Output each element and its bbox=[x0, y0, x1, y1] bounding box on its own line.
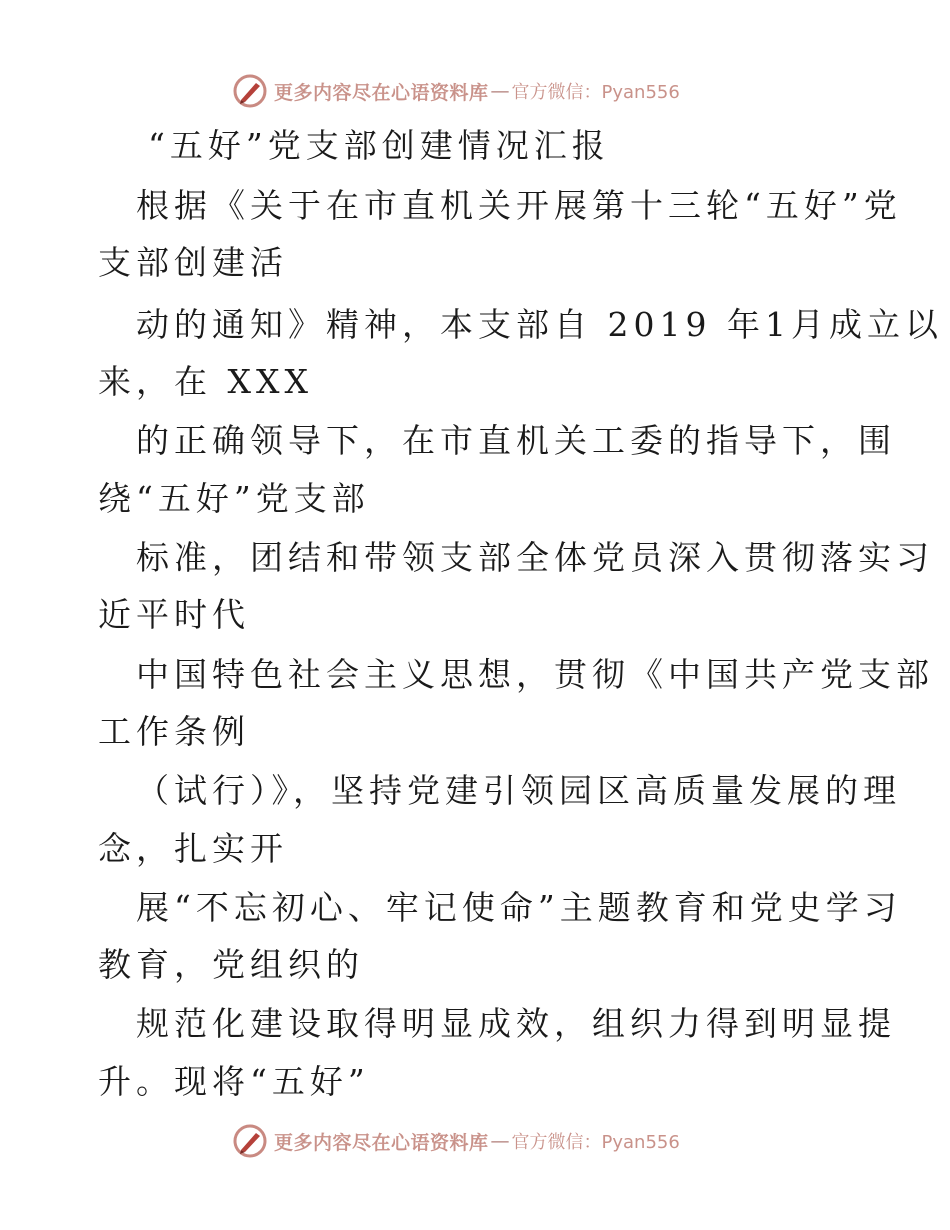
paragraph-line: 近平时代 bbox=[98, 595, 250, 634]
paragraph-line: 工作条例 bbox=[98, 712, 250, 751]
paragraph-line: 标准，团结和带领支部全体党员深入贯彻落实习 bbox=[136, 538, 934, 577]
pen-logo-icon bbox=[232, 73, 268, 109]
watermark-site-text: 更多内容尽在心语资料库 bbox=[274, 1131, 489, 1154]
watermark-wechat-text: 官方微信：Pyan556 bbox=[511, 1132, 680, 1153]
paragraph-line: 展“不忘初心、牢记使命”主题教育和党史学习 bbox=[136, 888, 902, 927]
watermark-dash: — bbox=[490, 80, 510, 102]
footer-watermark bbox=[232, 1122, 712, 1160]
paragraph-line: 绕“五好”党支部 bbox=[98, 479, 370, 518]
paragraph-line: （试行）》，坚持党建引领园区高质量发展的理 bbox=[136, 771, 901, 810]
paragraph-line: 教育，党组织的 bbox=[98, 945, 364, 984]
watermark-site-text: 更多内容尽在心语资料库 bbox=[274, 81, 489, 104]
paragraph-line: 的正确领导下，在市直机关工委的指导下，围 bbox=[136, 421, 896, 460]
paragraph-line: 来，在 XXX bbox=[98, 362, 313, 401]
paragraph-line: 中国特色社会主义思想，贯彻《中国共产党支部 bbox=[136, 655, 934, 694]
header-watermark bbox=[232, 72, 712, 110]
watermark-wechat-text: 官方微信：Pyan556 bbox=[511, 82, 680, 103]
paragraph-line: 支部创建活 bbox=[98, 243, 288, 282]
paragraph-line: 根据《关于在市直机关开展第十三轮“五好”党 bbox=[136, 186, 902, 225]
document-title: “五好”党支部创建情况汇报 bbox=[148, 126, 610, 165]
watermark-dash: — bbox=[490, 1130, 510, 1152]
paragraph-line: 念，扎实开 bbox=[98, 829, 288, 868]
pen-logo-icon bbox=[232, 1123, 268, 1159]
paragraph-line: 规范化建设取得明显成效，组织力得到明显提 bbox=[136, 1004, 896, 1043]
paragraph-line: 动的通知》精神，本支部自 2019 年1月成立以 bbox=[136, 305, 943, 344]
paragraph-line: 升。现将“五好” bbox=[98, 1062, 370, 1101]
